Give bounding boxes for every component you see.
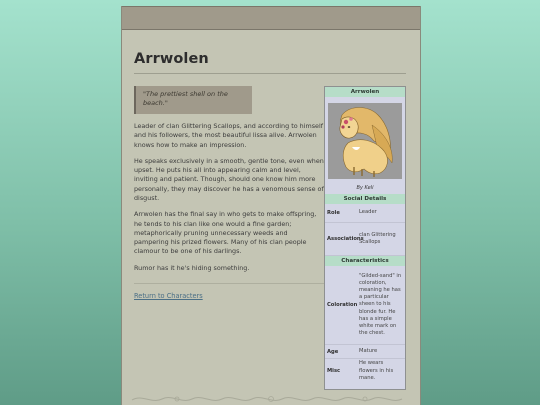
- associations-row: [325, 223, 405, 256]
- coloration-label: Coloration: [327, 302, 358, 308]
- description-paragraph: He speaks exclusively in a smooth, gentle tone, even when upset. He puts his all into appearing calm and level, inviting and patient. Though, should one know him more personally, they may discover he has a venomous sense of disgust.: [134, 156, 324, 202]
- character-quote: "The prettiest shell on the beach.": [134, 86, 252, 114]
- social-details-header: Social Details: [325, 194, 405, 204]
- character-portrait[interactable]: [328, 103, 402, 179]
- return-to-characters-link[interactable]: Return to Characters: [134, 292, 203, 300]
- coloration-value: "Gilded-sand" in coloration, meaning he has a particular sheen to his blonde fur. He has a simple white mark on the chest.: [359, 273, 402, 336]
- description-paragraph: Leader of clan Glittering Scallops, and according to himself and his followers, the most beautiful lissa alive. Arrwolen knows how to make an impression.: [134, 122, 323, 149]
- scroll-ornament-icon: [122, 394, 420, 405]
- infobox-title: Arrwolen: [325, 87, 405, 97]
- associations-label: Associations: [327, 236, 364, 242]
- portrait-credit: By Keli: [356, 185, 374, 191]
- character-portrait-art: [328, 103, 402, 179]
- age-value: Mature: [359, 347, 378, 354]
- page-title: Arrwolen: [134, 51, 209, 67]
- character-description: [134, 122, 324, 280]
- coloration-row: [325, 266, 405, 345]
- role-value: Leader: [359, 209, 377, 216]
- description-paragraph: Arrwolen has the final say in who gets to make offspring, he tends to his clan like one would a fine garden; metaphorically pruning unnecessary weeds and pampering his prized flowers. Many of his clan people clamour to be one of his darlings.: [134, 210, 317, 256]
- character-infobox: [324, 86, 406, 390]
- content-divider: [134, 283, 324, 284]
- misc-value: He wears flowers in his mane.: [359, 360, 394, 381]
- page-container: [121, 6, 421, 405]
- characteristics-header: Characteristics: [325, 256, 405, 266]
- associations-value: clan Glittering Scallops: [359, 231, 396, 245]
- misc-row: [325, 359, 405, 383]
- description-paragraph: Rumor has it he's hiding something.: [134, 263, 250, 272]
- age-row: [325, 345, 405, 359]
- age-label: Age: [327, 348, 339, 355]
- title-divider: [134, 73, 406, 74]
- misc-label: Misc: [327, 368, 341, 374]
- role-label: Role: [327, 210, 340, 216]
- top-header-bar: [122, 6, 420, 30]
- role-row: [325, 204, 405, 223]
